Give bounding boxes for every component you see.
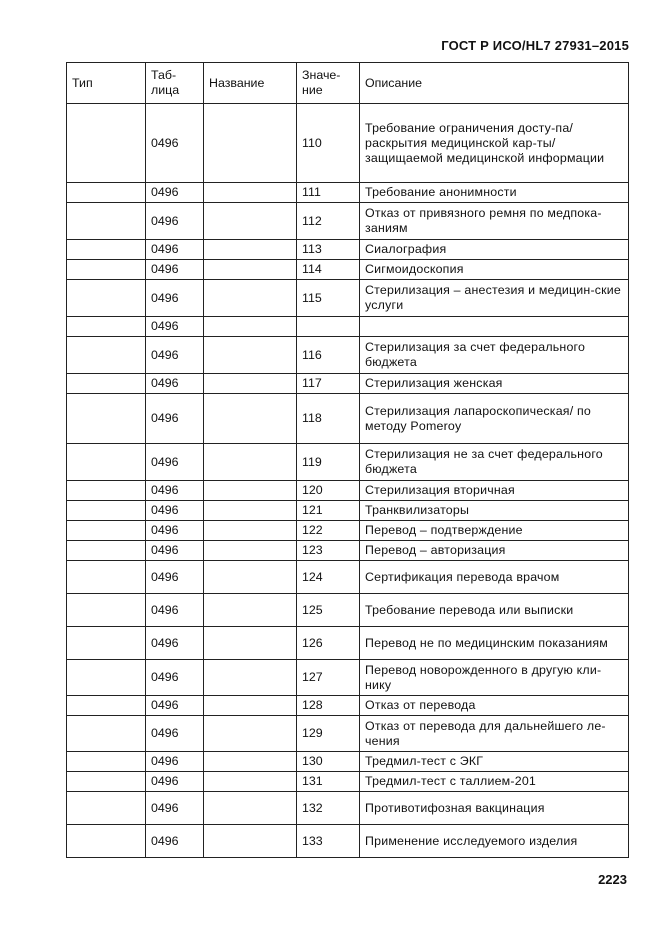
cell-type (67, 260, 146, 280)
cell-table: 0496 (146, 660, 204, 696)
cell-table: 0496 (146, 203, 204, 240)
cell-value: 130 (297, 752, 360, 772)
table-row (67, 481, 629, 501)
cell-description: Транквилизаторы (360, 501, 629, 521)
table-row (67, 203, 629, 240)
cell-table: 0496 (146, 374, 204, 394)
cell-value: 129 (297, 716, 360, 752)
column-header-description: Описание (360, 63, 629, 104)
cell-type (67, 481, 146, 501)
cell-description: Отказ от перевода для дальнейшего ле-чения (360, 716, 629, 752)
cell-description: Перевод не по медицинским показаниям (360, 627, 629, 660)
cell-value: 110 (297, 104, 360, 183)
cell-type (67, 280, 146, 317)
cell-table: 0496 (146, 752, 204, 772)
cell-value (297, 317, 360, 337)
cell-name (204, 183, 297, 203)
cell-table: 0496 (146, 501, 204, 521)
cell-table: 0496 (146, 792, 204, 825)
cell-name (204, 394, 297, 444)
cell-table: 0496 (146, 183, 204, 203)
cell-name (204, 594, 297, 627)
cell-type (67, 183, 146, 203)
cell-name (204, 337, 297, 374)
table-row (67, 317, 629, 337)
table-row (67, 260, 629, 280)
cell-description: Стерилизация за счет федерального бюджета (360, 337, 629, 374)
column-header-name: Название (204, 63, 297, 104)
cell-table: 0496 (146, 260, 204, 280)
table-row (67, 752, 629, 772)
table-row (67, 660, 629, 696)
cell-description: Тредмил-тест с ЭКГ (360, 752, 629, 772)
cell-type (67, 104, 146, 183)
table-row (67, 240, 629, 260)
table-row (67, 696, 629, 716)
cell-value: 111 (297, 183, 360, 203)
code-table (66, 62, 629, 858)
cell-value: 118 (297, 394, 360, 444)
table-row (67, 716, 629, 752)
cell-description: Перевод новорожденного в другую кли-нику (360, 660, 629, 696)
cell-name (204, 240, 297, 260)
cell-name (204, 696, 297, 716)
cell-value: 123 (297, 541, 360, 561)
cell-table: 0496 (146, 716, 204, 752)
cell-description: Сиалография (360, 240, 629, 260)
cell-value: 117 (297, 374, 360, 394)
column-header-value: Значе- ние (297, 63, 360, 104)
cell-description: Требование перевода или выписки (360, 594, 629, 627)
cell-name (204, 104, 297, 183)
cell-description: Противотифозная вакцинация (360, 792, 629, 825)
cell-description: Перевод – авторизация (360, 541, 629, 561)
table-row (67, 183, 629, 203)
cell-value: 115 (297, 280, 360, 317)
cell-name (204, 280, 297, 317)
page-number: 2223 (598, 872, 627, 887)
cell-name (204, 752, 297, 772)
cell-description (360, 317, 629, 337)
cell-type (67, 627, 146, 660)
cell-value: 124 (297, 561, 360, 594)
cell-value: 113 (297, 240, 360, 260)
table-row (67, 541, 629, 561)
cell-type (67, 444, 146, 481)
cell-name (204, 317, 297, 337)
cell-table: 0496 (146, 394, 204, 444)
cell-description: Стерилизация женская (360, 374, 629, 394)
cell-table: 0496 (146, 317, 204, 337)
cell-name (204, 203, 297, 240)
table-row (67, 627, 629, 660)
cell-table: 0496 (146, 481, 204, 501)
column-header-type: Тип (67, 63, 146, 104)
cell-name (204, 444, 297, 481)
document-code: ГОСТ Р ИСО/HL7 27931–2015 (441, 38, 629, 53)
cell-value: 132 (297, 792, 360, 825)
cell-description: Сигмоидоскопия (360, 260, 629, 280)
table-row (67, 772, 629, 792)
cell-name (204, 772, 297, 792)
cell-name (204, 260, 297, 280)
table-header-row (67, 63, 629, 104)
cell-description: Перевод – подтверждение (360, 521, 629, 541)
cell-value: 128 (297, 696, 360, 716)
cell-table: 0496 (146, 337, 204, 374)
cell-table: 0496 (146, 280, 204, 317)
cell-description: Стерилизация – анестезия и медицин-ские услуги (360, 280, 629, 317)
cell-description: Сертификация перевода врачом (360, 561, 629, 594)
table-row (67, 792, 629, 825)
table-row (67, 104, 629, 183)
table-row (67, 561, 629, 594)
cell-value: 114 (297, 260, 360, 280)
cell-table: 0496 (146, 825, 204, 858)
table-row (67, 280, 629, 317)
cell-name (204, 521, 297, 541)
cell-type (67, 541, 146, 561)
cell-type (67, 696, 146, 716)
cell-name (204, 481, 297, 501)
table-row (67, 374, 629, 394)
cell-type (67, 374, 146, 394)
cell-description: Стерилизация вторичная (360, 481, 629, 501)
cell-name (204, 627, 297, 660)
cell-table: 0496 (146, 240, 204, 260)
cell-type (67, 825, 146, 858)
cell-value: 122 (297, 521, 360, 541)
cell-description: Применение исследуемого изделия (360, 825, 629, 858)
cell-type (67, 772, 146, 792)
cell-table: 0496 (146, 521, 204, 541)
cell-value: 112 (297, 203, 360, 240)
table-row (67, 337, 629, 374)
cell-table: 0496 (146, 594, 204, 627)
cell-name (204, 660, 297, 696)
cell-name (204, 792, 297, 825)
cell-value: 120 (297, 481, 360, 501)
cell-description: Стерилизация лапароскопическая/ по методу Pomeroy (360, 394, 629, 444)
cell-name (204, 541, 297, 561)
cell-table: 0496 (146, 561, 204, 594)
cell-value: 126 (297, 627, 360, 660)
cell-type (67, 317, 146, 337)
cell-type (67, 660, 146, 696)
cell-name (204, 716, 297, 752)
cell-description: Отказ от перевода (360, 696, 629, 716)
cell-type (67, 240, 146, 260)
table-row (67, 444, 629, 481)
table-row (67, 521, 629, 541)
cell-type (67, 521, 146, 541)
cell-type (67, 501, 146, 521)
cell-name (204, 501, 297, 521)
cell-value: 119 (297, 444, 360, 481)
cell-type (67, 394, 146, 444)
cell-type (67, 561, 146, 594)
table-row (67, 394, 629, 444)
table-row (67, 825, 629, 858)
cell-value: 127 (297, 660, 360, 696)
cell-table: 0496 (146, 104, 204, 183)
cell-table: 0496 (146, 772, 204, 792)
cell-description: Требование ограничения досту-па/раскрытия медицинской кар-ты/защищаемой медицинской информации (360, 104, 629, 183)
cell-type (67, 792, 146, 825)
cell-name (204, 561, 297, 594)
cell-description: Стерилизация не за счет федерального бюджета (360, 444, 629, 481)
cell-value: 133 (297, 825, 360, 858)
cell-table: 0496 (146, 627, 204, 660)
cell-type (67, 337, 146, 374)
cell-name (204, 825, 297, 858)
cell-description: Тредмил-тест с таллием-201 (360, 772, 629, 792)
cell-name (204, 374, 297, 394)
cell-table: 0496 (146, 696, 204, 716)
cell-value: 116 (297, 337, 360, 374)
cell-table: 0496 (146, 444, 204, 481)
cell-type (67, 716, 146, 752)
cell-type (67, 752, 146, 772)
cell-type (67, 203, 146, 240)
cell-value: 125 (297, 594, 360, 627)
cell-value: 131 (297, 772, 360, 792)
cell-description: Отказ от привязного ремня по медпока-заниям (360, 203, 629, 240)
cell-type (67, 594, 146, 627)
cell-value: 121 (297, 501, 360, 521)
column-header-table: Таб- лица (146, 63, 204, 104)
table-row (67, 594, 629, 627)
cell-description: Требование анонимности (360, 183, 629, 203)
table-row (67, 501, 629, 521)
cell-table: 0496 (146, 541, 204, 561)
